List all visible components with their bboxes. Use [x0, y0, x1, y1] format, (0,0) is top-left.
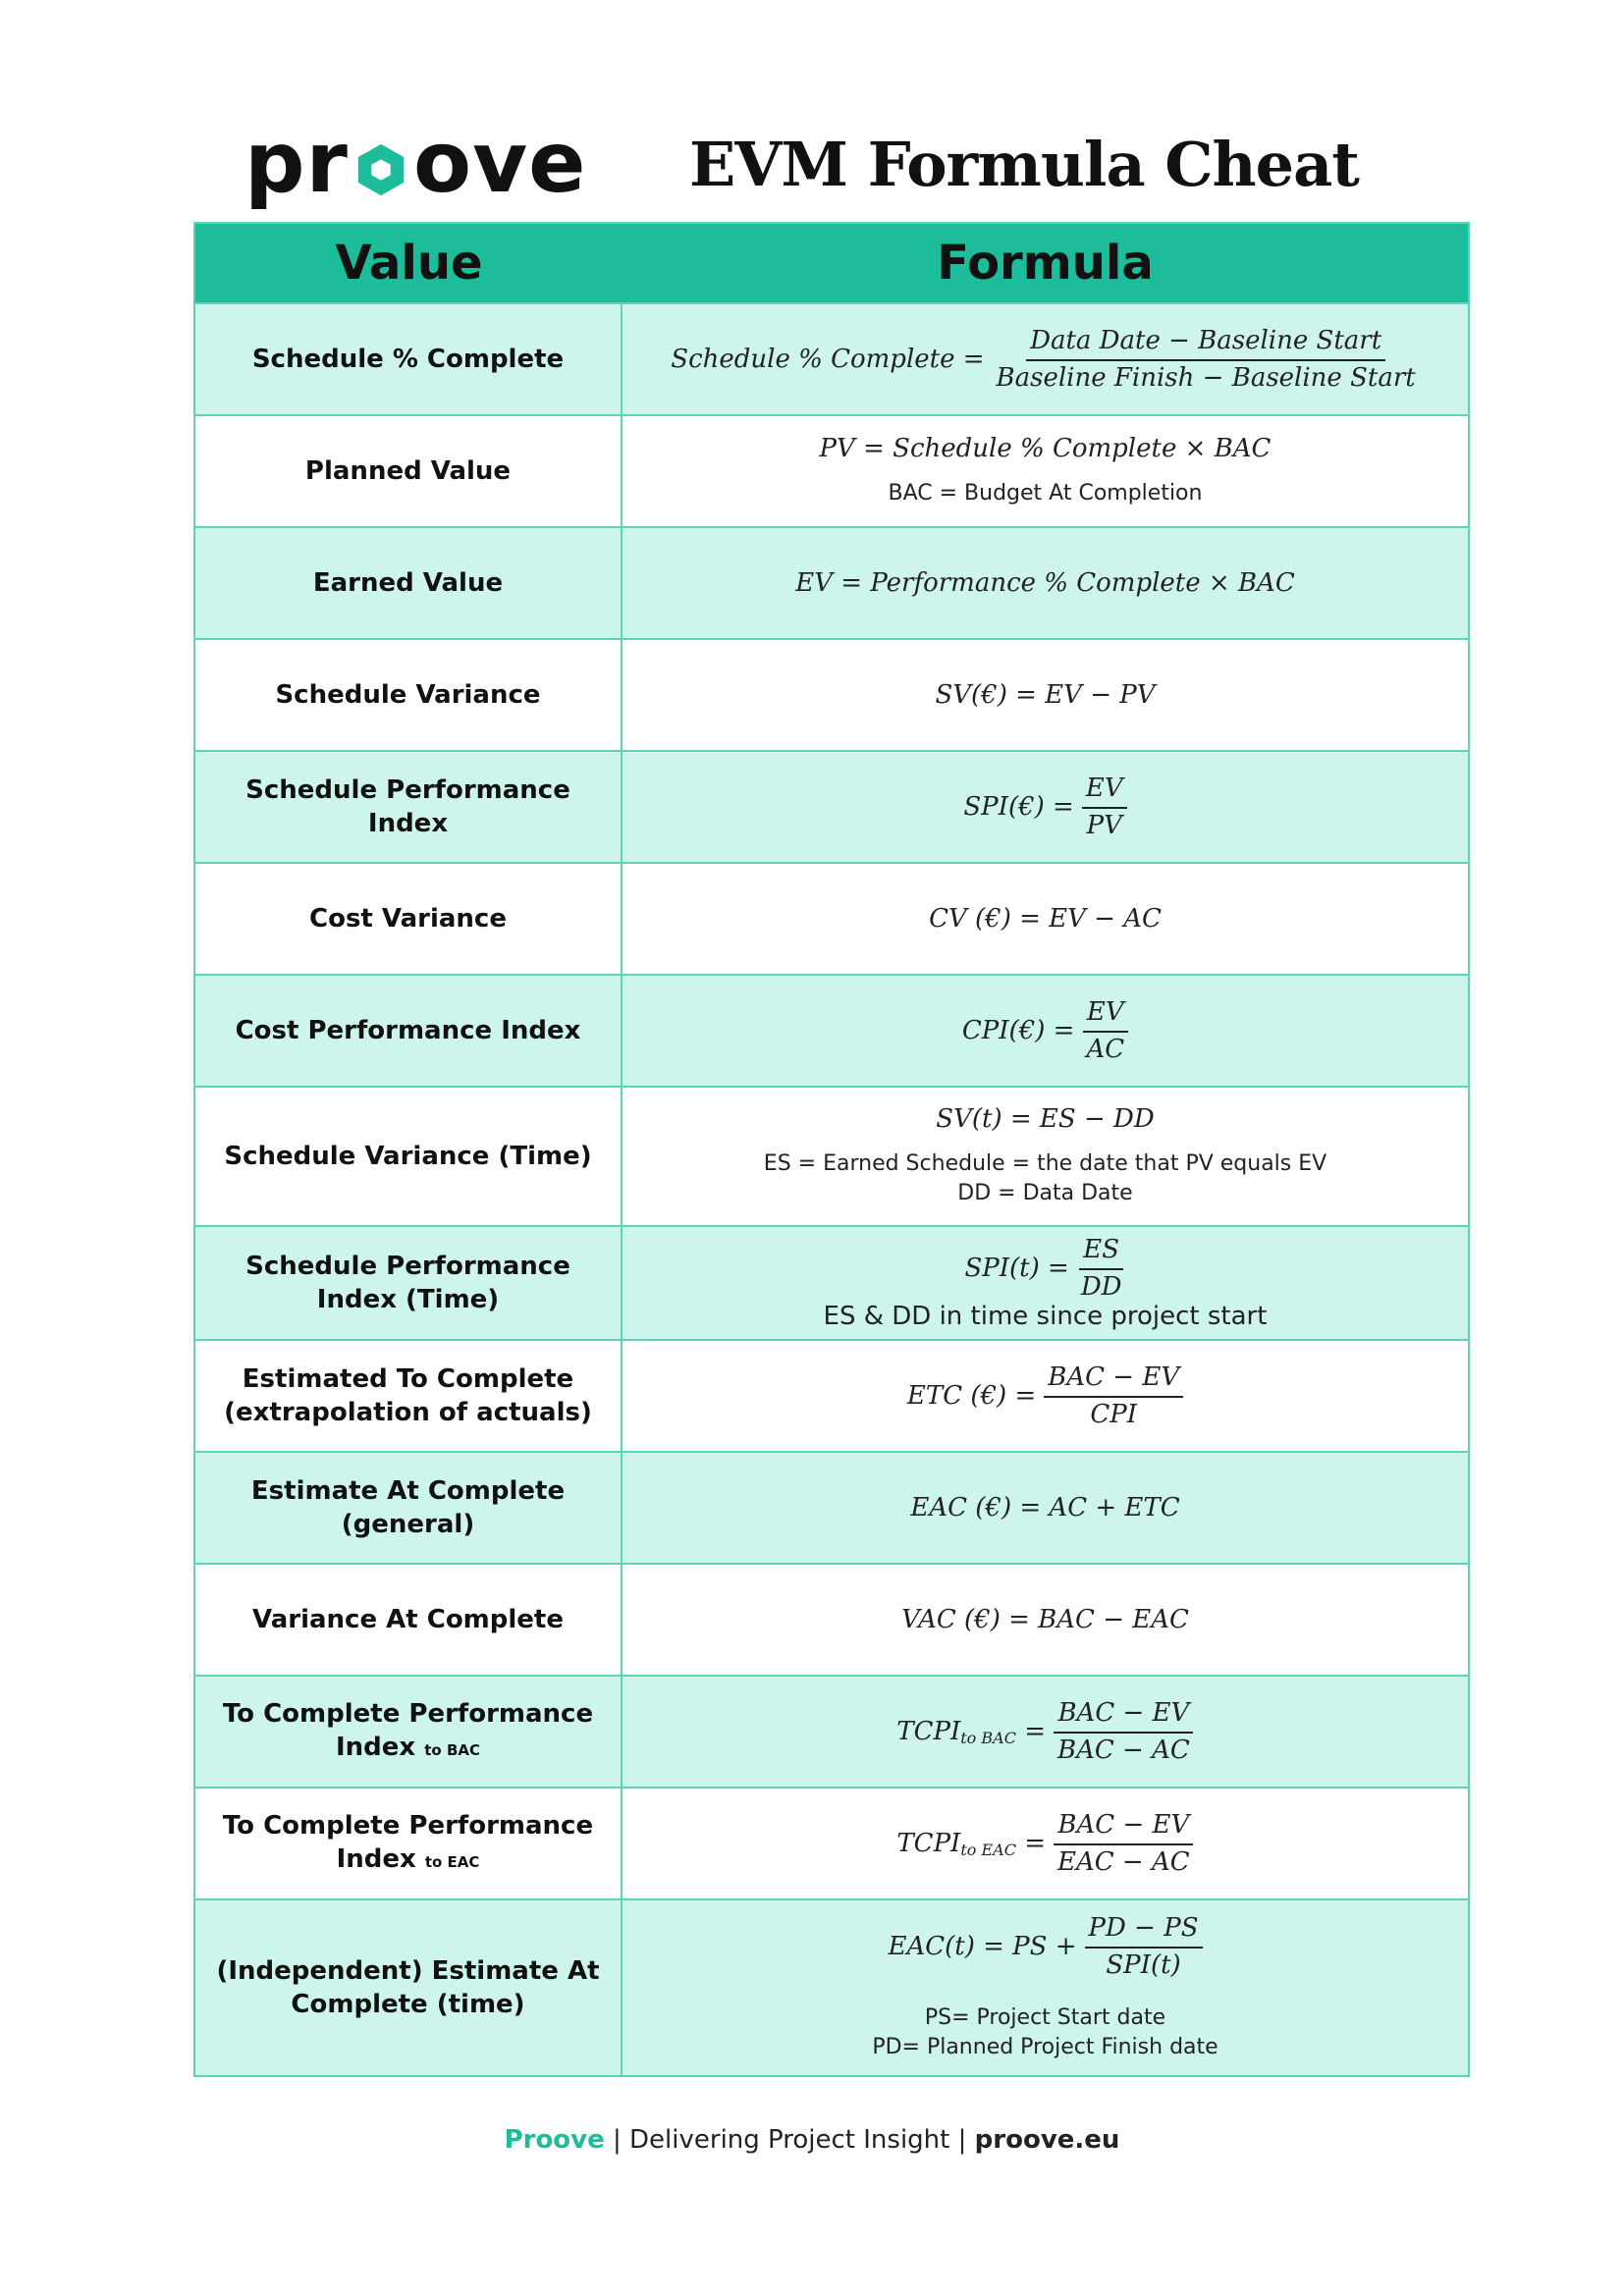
- row-formula: [623, 528, 1468, 638]
- table-row: [195, 1339, 1468, 1451]
- denominator: CPI: [1090, 1400, 1138, 1429]
- fraction: [1044, 1362, 1183, 1429]
- formula: SV(t) = ES − DD: [936, 1104, 1155, 1134]
- row-label: Estimate At Complete (general): [195, 1453, 623, 1563]
- lhs-subscript: to EAC: [960, 1840, 1016, 1859]
- table-row: [195, 1086, 1468, 1225]
- formula: VAC (€) = BAC − EAC: [901, 1605, 1189, 1634]
- table-row: [195, 1898, 1468, 2075]
- row-label: Earned Value: [195, 528, 623, 638]
- row-formula: [623, 1453, 1468, 1563]
- denominator: DD: [1080, 1272, 1122, 1302]
- formula-note: ES = Earned Schedule = the date that PV equals EV: [763, 1151, 1327, 1176]
- numerator: PD − PS: [1085, 1913, 1203, 1949]
- table-row: [195, 974, 1468, 1086]
- row-label-text: To Complete Performance Index: [222, 1810, 594, 1874]
- denominator: EAC − AC: [1057, 1847, 1190, 1877]
- formula-lhs: Schedule % Complete =: [671, 345, 985, 374]
- row-label-subscript: to EAC: [424, 1852, 480, 1871]
- formula-lhs: EAC(t) = PS +: [888, 1932, 1077, 1961]
- row-label: Variance At Complete: [195, 1565, 623, 1675]
- logo: [244, 114, 586, 212]
- row-formula: [623, 416, 1468, 526]
- numerator: EV: [1082, 774, 1127, 809]
- row-formula: [623, 1565, 1468, 1675]
- formula: EAC (€) = AC + ETC: [910, 1493, 1180, 1522]
- header: [193, 106, 1470, 224]
- table-row: [195, 1563, 1468, 1675]
- row-formula: [623, 976, 1468, 1086]
- hexagon-logo-icon: [352, 141, 409, 198]
- fraction: [1085, 1913, 1203, 1980]
- formula-lhs: $TCPI_{to EAC}$ =: [896, 1828, 1047, 1859]
- logo-text-left: pr: [244, 114, 349, 212]
- formula: CV (€) = EV − AC: [929, 904, 1162, 934]
- row-label: Estimated To Complete (extrapolation of actuals): [195, 1341, 623, 1451]
- row-label: Planned Value: [195, 416, 623, 526]
- row-formula: [623, 1227, 1468, 1339]
- logo-text-right: ove: [412, 114, 587, 212]
- numerator: BAC − EV: [1054, 1810, 1193, 1845]
- lhs-text: TCPI: [896, 1828, 961, 1858]
- column-header-formula: Formula: [937, 236, 1154, 291]
- row-formula: [623, 1677, 1468, 1787]
- table-row: [195, 526, 1468, 638]
- table-row: [195, 1787, 1468, 1898]
- formula-note: ES & DD in time since project start: [823, 1302, 1268, 1331]
- fraction: [1082, 774, 1127, 840]
- row-label: (Independent) Estimate At Complete (time): [195, 1900, 623, 2075]
- numerator: BAC − EV: [1054, 1698, 1193, 1734]
- formula: SV(€) = EV − PV: [935, 680, 1156, 710]
- denominator: AC: [1086, 1035, 1125, 1064]
- evm-formula-table: [193, 222, 1470, 2077]
- row-formula: [623, 1341, 1468, 1451]
- row-formula: [623, 1088, 1468, 1225]
- fraction: [1077, 1235, 1126, 1302]
- row-label: [195, 1789, 623, 1898]
- formula-note: BAC = Budget At Completion: [888, 481, 1203, 506]
- numerator: EV: [1083, 997, 1128, 1033]
- row-formula: [623, 304, 1468, 414]
- formula: PV = Schedule % Complete × BAC: [819, 434, 1272, 463]
- row-label: Schedule Variance (Time): [195, 1088, 623, 1225]
- row-label-text: To Complete Performance Index: [222, 1698, 594, 1762]
- footer-tagline: | Delivering Project Insight |: [604, 2125, 975, 2155]
- formula-note: PS= Project Start date: [924, 2005, 1166, 2030]
- table-row: [195, 1675, 1468, 1787]
- table-row: [195, 638, 1468, 750]
- formula-lhs: SPI(t) =: [964, 1254, 1069, 1283]
- row-formula: [623, 864, 1468, 974]
- footer-site-link[interactable]: proove.eu: [974, 2125, 1120, 2155]
- row-label: Cost Performance Index: [195, 976, 623, 1086]
- row-label: Schedule % Complete: [195, 304, 623, 414]
- lhs-text: TCPI: [896, 1716, 961, 1746]
- row-formula: [623, 1789, 1468, 1898]
- fraction: [993, 326, 1420, 393]
- formula-note: DD = Data Date: [957, 1181, 1133, 1205]
- formula-note: PD= Planned Project Finish date: [872, 2035, 1218, 2059]
- row-label: Schedule Performance Index (Time): [195, 1227, 623, 1339]
- numerator: BAC − EV: [1044, 1362, 1183, 1398]
- table-row: [195, 862, 1468, 974]
- table-row: [195, 302, 1468, 414]
- row-label: Schedule Performance Index: [195, 752, 623, 862]
- numerator: Data Date − Baseline Start: [1026, 326, 1385, 361]
- fraction: [1054, 1810, 1194, 1877]
- row-label: Schedule Variance: [195, 640, 623, 750]
- fraction: [1082, 997, 1128, 1064]
- lhs-subscript: to BAC: [960, 1728, 1016, 1747]
- formula-lhs: CPI(€) =: [961, 1016, 1075, 1045]
- row-label: [195, 1677, 623, 1787]
- table-header: [195, 224, 1468, 302]
- table-row: [195, 750, 1468, 862]
- denominator: BAC − AC: [1057, 1735, 1190, 1765]
- formula-lhs: $TCPI_{to BAC}$ =: [896, 1716, 1046, 1747]
- formula-lhs: SPI(€) =: [963, 792, 1074, 822]
- row-formula: [623, 752, 1468, 862]
- footer-brand: Proove: [504, 2125, 605, 2155]
- formula: EV = Performance % Complete × BAC: [795, 568, 1295, 598]
- denominator: SPI(t): [1106, 1950, 1181, 1980]
- table-row: [195, 414, 1468, 526]
- fraction: [1054, 1698, 1194, 1765]
- denominator: Baseline Finish − Baseline Start: [996, 363, 1416, 393]
- row-label-subscript: to BAC: [424, 1740, 480, 1759]
- formula-lhs: ETC (€) =: [906, 1381, 1037, 1411]
- page-title: EVM Formula Cheat: [689, 129, 1359, 200]
- table-row: [195, 1451, 1468, 1563]
- row-label: Cost Variance: [195, 864, 623, 974]
- column-header-value: Value: [335, 236, 483, 291]
- row-formula: [623, 640, 1468, 750]
- footer: [0, 2125, 1624, 2155]
- table-row: [195, 1225, 1468, 1339]
- denominator: PV: [1086, 811, 1122, 840]
- numerator: ES: [1079, 1235, 1123, 1270]
- row-formula: [623, 1900, 1468, 2075]
